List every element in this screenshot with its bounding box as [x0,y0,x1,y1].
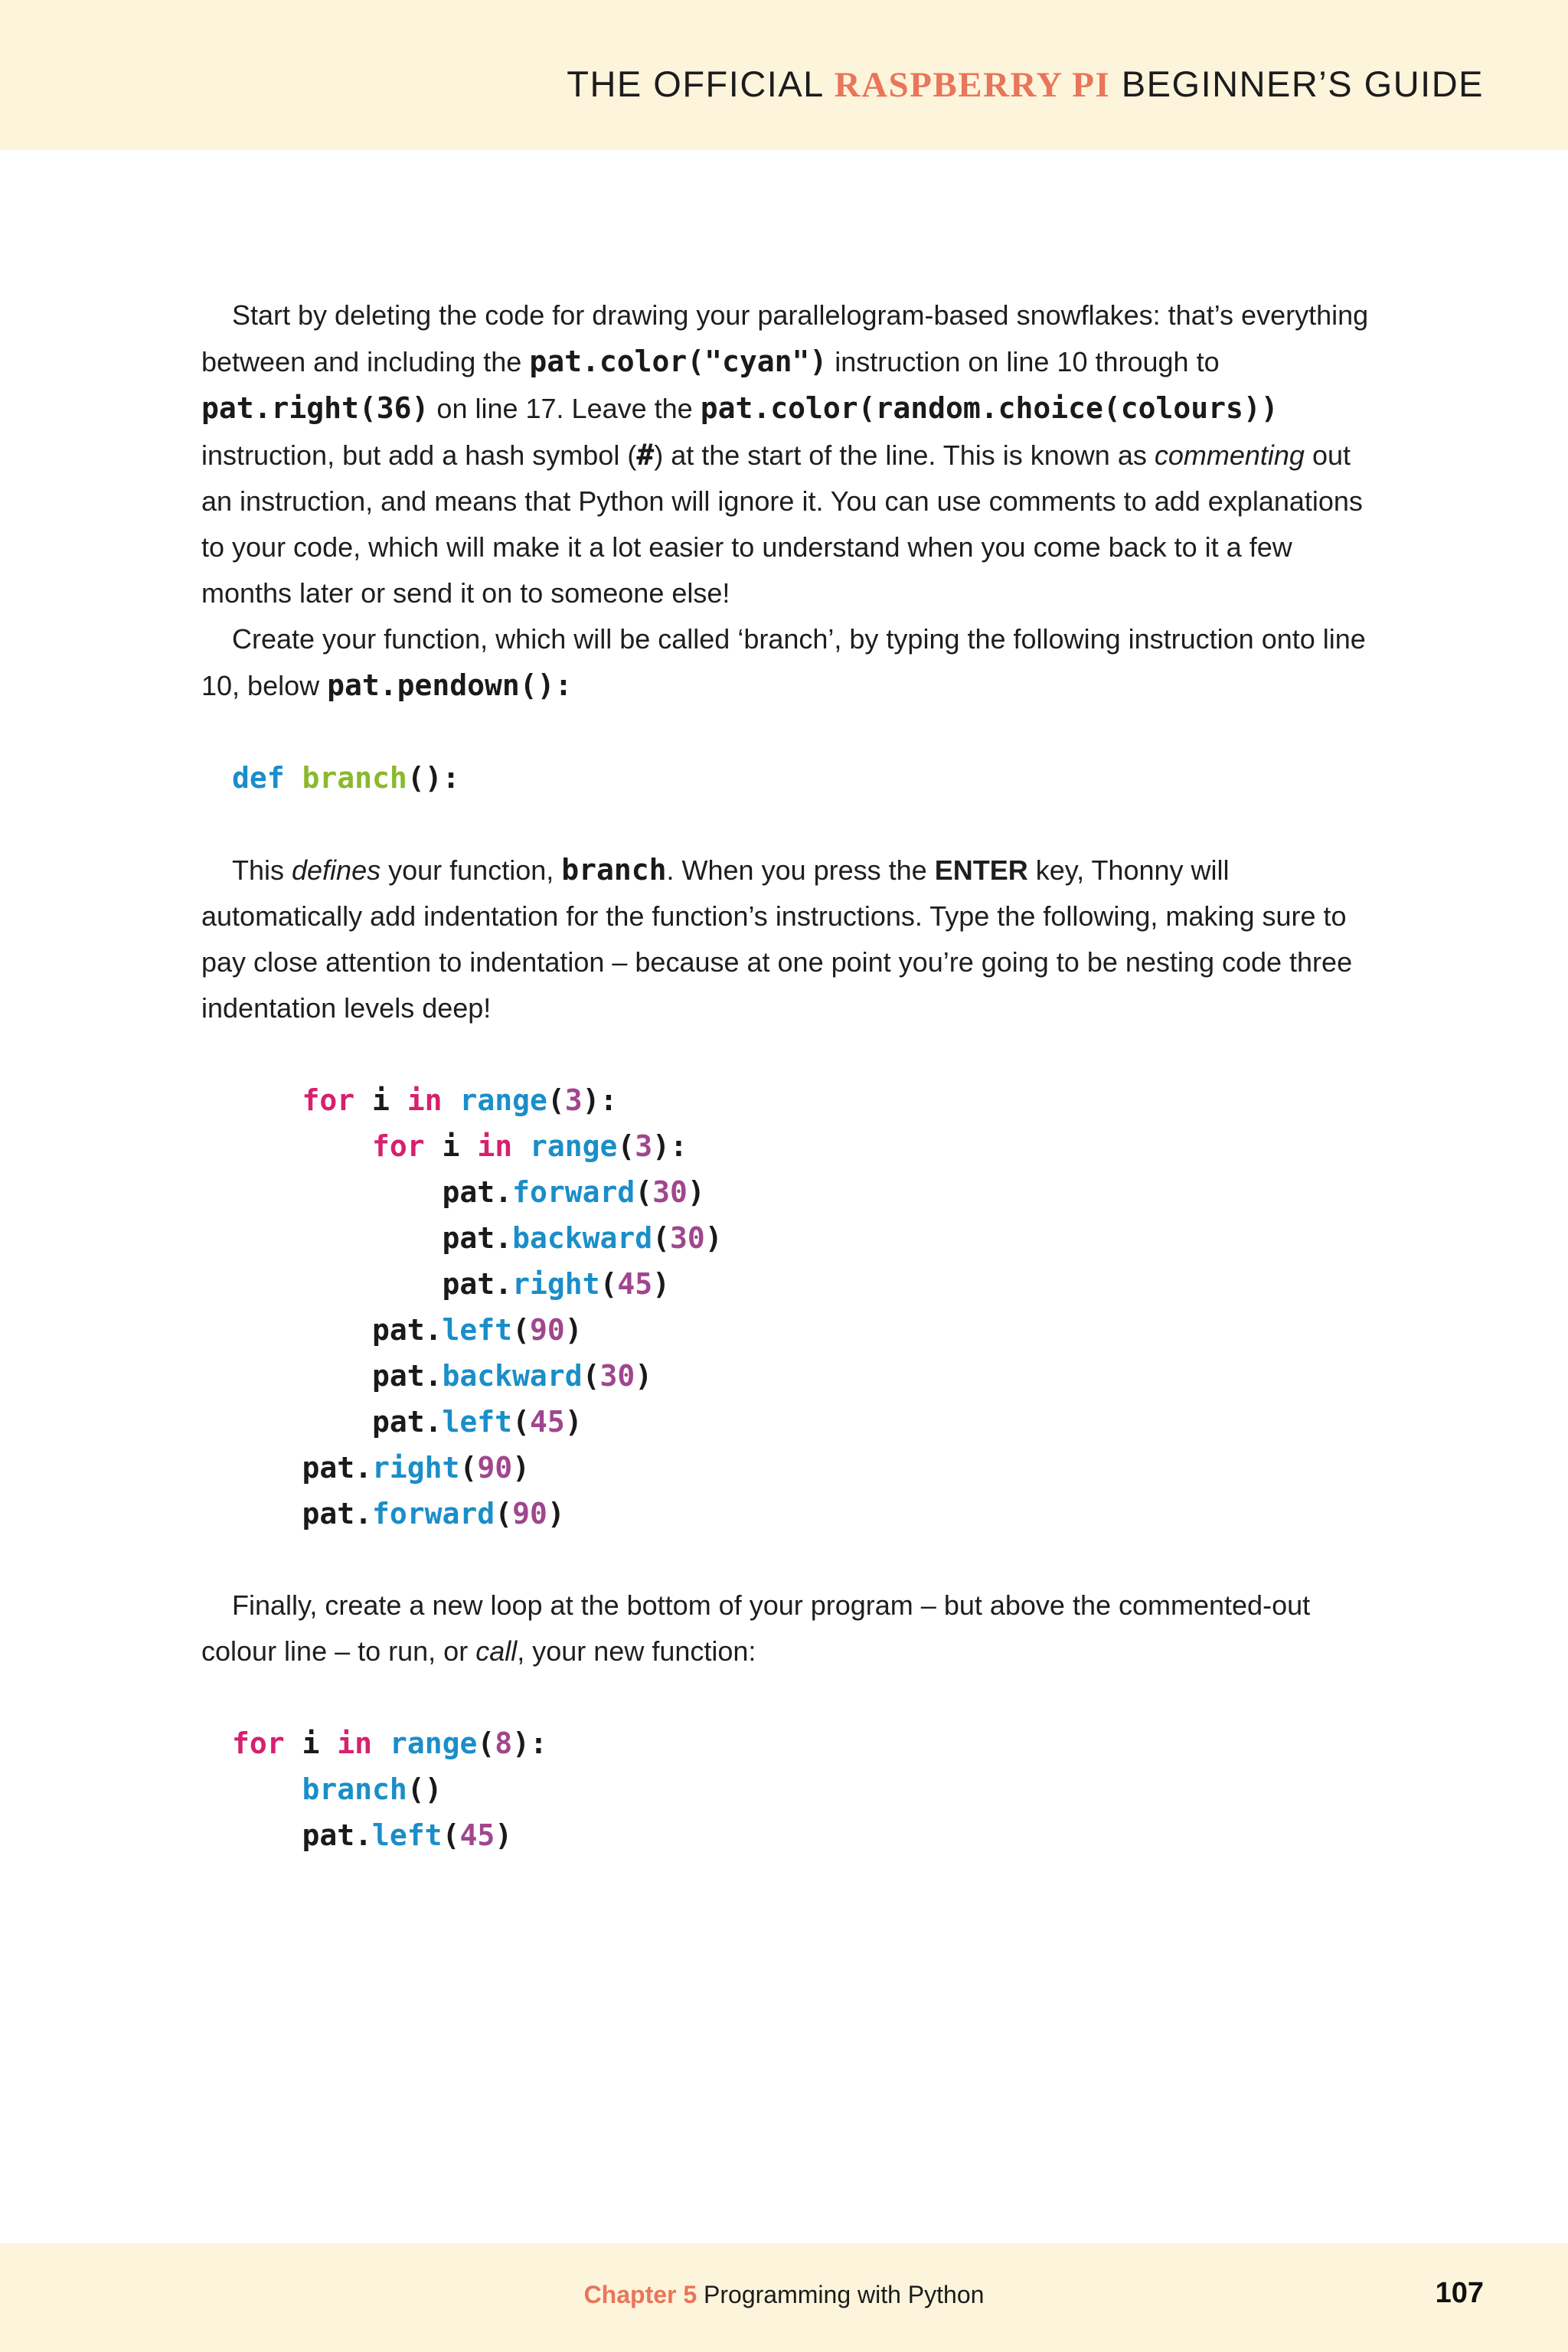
code-token: right [372,1451,460,1485]
code-token: in [337,1726,373,1760]
code-token: ( [477,1726,495,1760]
code-token: for [232,1726,285,1760]
code-line [232,1720,1380,1766]
code-token: ( [547,1083,565,1117]
code-text: (): [407,761,460,795]
code-token: i [284,1726,338,1760]
code-token: forward [512,1175,635,1209]
code-token: range [389,1726,478,1760]
chapter-reference [0,2281,1568,2309]
text: . When you press the [666,854,935,886]
code-token: 90 [512,1497,547,1530]
code-token: backward [442,1359,583,1393]
text: Create your function, which will be called ‘branch’, by typing the following instruction onto line 10, below [201,623,1366,701]
inline-code: pat.color(random.choice(colours)) [700,391,1279,425]
code-block-main-loop [201,1720,1380,1858]
code-token: pat. [442,1221,513,1255]
book-title [567,63,1484,106]
code-token: in [477,1129,513,1163]
code-line [232,1077,1380,1123]
code-token: backward [512,1221,653,1255]
paragraph-finally [201,1583,1380,1674]
code-token: ( [635,1175,653,1209]
code-token: ): [652,1129,688,1163]
code-token: 30 [669,1221,705,1255]
code-token: branch [302,1772,407,1806]
paragraph-delete-code [201,292,1380,616]
code-token: pat. [302,1497,373,1530]
code-token: 45 [459,1818,495,1852]
code-block-branch-body [201,1077,1380,1537]
page-number: 107 [1435,2277,1484,2309]
code-token: left [372,1818,443,1852]
paragraph-defines [201,847,1380,1031]
code-line [232,1261,1380,1307]
code-token: 3 [635,1129,653,1163]
code-block-def [201,755,1380,801]
code-token: ( [599,1267,618,1301]
inline-code: pat.right(36) [201,391,430,425]
emphasis: call [475,1635,518,1667]
code-line [232,1169,1380,1215]
code-token: range [529,1129,618,1163]
code-token: 3 [564,1083,583,1117]
code-token: 90 [529,1313,565,1347]
code-token: 90 [477,1451,513,1485]
emphasis: defines [292,854,381,886]
code-token: i [354,1083,407,1117]
text: Start by deleting the code for drawing your parallelogram-based snowflakes: that’s everything between and including the [201,299,1369,377]
code-line [232,1491,1380,1537]
code-token: ( [582,1359,600,1393]
code-token: ) [564,1405,583,1439]
code-token: ( [617,1129,635,1163]
title-prefix: THE OFFICIAL [567,64,835,104]
code-token: pat. [302,1451,373,1485]
code-token: left [442,1405,513,1439]
code-token: pat. [302,1818,373,1852]
code-token: ( [512,1313,530,1347]
code-token: ) [635,1359,653,1393]
code-token: ): [512,1726,547,1760]
title-brand: RASPBERRY PI [834,65,1111,105]
code-token [443,1083,460,1117]
code-line [232,755,1380,801]
code-line [232,1307,1380,1353]
code-token: ): [582,1083,618,1117]
title-suffix: BEGINNER’S GUIDE [1110,64,1484,104]
code-token: 45 [617,1267,653,1301]
code-token: ( [459,1451,478,1485]
page-content [201,292,1380,1858]
paragraph-create-function [201,616,1380,709]
code-token: pat. [372,1405,443,1439]
page-header [0,0,1568,150]
text: key, Thonny will automatically add indentation for the function’s instructions. Type the following, making sure to pay close attention to indentation – because at one point you’re going to be nesting code three indentation levels deep! [201,854,1353,1024]
code-token: ) [652,1267,670,1301]
code-line [232,1766,1380,1812]
code-token: right [512,1267,600,1301]
code-token: 8 [495,1726,513,1760]
code-line [232,1123,1380,1169]
code-token: for [302,1083,355,1117]
text: instruction, but add a hash symbol ( [201,439,637,471]
code-line [232,1353,1380,1399]
code-token [372,1726,390,1760]
code-token: ( [512,1405,530,1439]
key-name: ENTER [934,854,1028,886]
chapter-label: Chapter 5 [583,2281,697,2308]
code-line [232,1399,1380,1445]
code-token: ( [495,1497,513,1530]
code-token: range [459,1083,547,1117]
code-token: ) [564,1313,583,1347]
text: instruction on line 10 through to [827,346,1220,377]
text: out an instruction, and means that Python will ignore it. You can use comments to add explanations to your code, which will make it a lot easier to understand when you come back to it a few months later or send it on to someone else! [201,439,1363,609]
code-token: forward [372,1497,495,1530]
code-token: ( [442,1818,460,1852]
code-token: ( [652,1221,670,1255]
text: ) at the start of the line. This is known as [654,439,1155,471]
code-token: in [407,1083,443,1117]
text: on line 17. Leave the [429,393,701,424]
code-token: left [442,1313,513,1347]
code-token: i [424,1129,478,1163]
code-token: ) [495,1818,513,1852]
inline-code: branch [561,853,667,887]
code-function-name: branch [302,761,407,795]
text: your function, [381,854,562,886]
inline-code: pat.pendown(): [327,668,573,702]
code-token: 45 [529,1405,565,1439]
code-token: 30 [652,1175,688,1209]
text: This [232,854,292,886]
text: Finally, create a new loop at the bottom of your program – but above the commented-out colour line – to run, or [201,1589,1311,1667]
code-token: 30 [599,1359,635,1393]
code-token [512,1129,530,1163]
code-token: ) [547,1497,565,1530]
code-token: ) [687,1175,705,1209]
emphasis: commenting [1154,439,1305,471]
inline-code: pat.color("cyan") [529,345,828,378]
code-line [232,1445,1380,1491]
code-line [232,1215,1380,1261]
code-token: pat. [442,1267,513,1301]
code-token: () [407,1772,443,1806]
page-footer [0,2243,1568,2352]
code-token: ) [512,1451,530,1485]
chapter-title: Programming with Python [697,2281,985,2308]
code-keyword: def [232,761,285,795]
inline-code: # [636,438,655,472]
code-token: ) [704,1221,723,1255]
text: , your new function: [517,1635,756,1667]
code-line [232,1812,1380,1858]
code-token: pat. [372,1359,443,1393]
code-token: pat. [442,1175,513,1209]
code-token: pat. [372,1313,443,1347]
code-token: for [372,1129,425,1163]
